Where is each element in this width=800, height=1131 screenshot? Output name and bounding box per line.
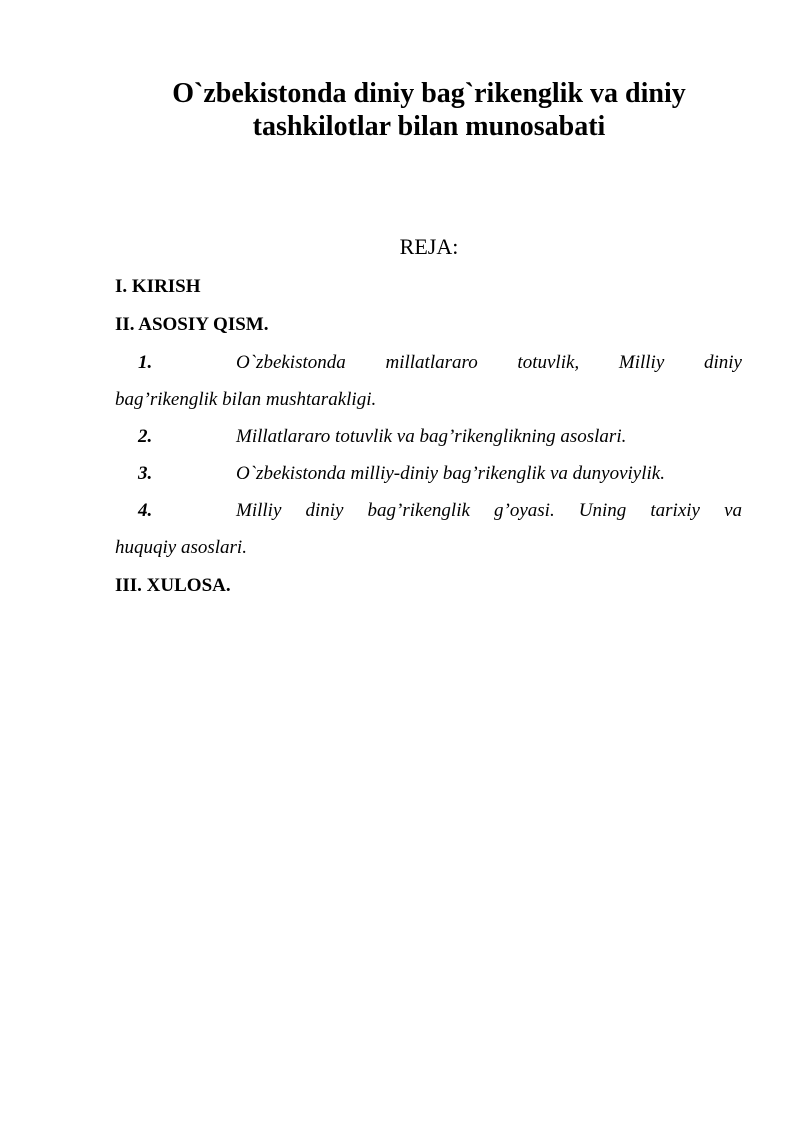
plan-item-1 <box>115 344 742 418</box>
plan-item-number: 1. <box>138 352 153 373</box>
plan-heading: REJA: <box>399 234 459 259</box>
section-introduction: I. KIRISH <box>115 276 201 297</box>
title-line-1: O`zbekistonda diniy bag`rikenglik va diniy <box>172 78 686 109</box>
plan-item-text-line-1: Milliy diniy bag’rikenglik g’oyasi. Uning tarixiy va <box>236 500 742 521</box>
section-conclusion: III. XULOSA. <box>115 575 231 596</box>
plan-item-text-line-1: O`zbekistonda milliy-diniy bag’rikenglik va dunyoviylik. <box>236 463 665 484</box>
plan-item-3 <box>115 455 742 492</box>
plan-item-2 <box>115 418 742 455</box>
plan-item-text-line-2: bag’rikenglik bilan mushtarakligi. <box>115 389 377 410</box>
plan-item-number: 2. <box>138 426 153 447</box>
document-title <box>100 77 758 143</box>
plan-item-4 <box>115 492 742 566</box>
title-line-2: tashkilotlar bilan munosabati <box>252 111 606 142</box>
plan-item-number: 3. <box>138 463 153 484</box>
plan-item-text-line-1: O`zbekistonda millatlararo totuvlik, Milliy diniy <box>236 352 742 373</box>
section-main-part: II. ASOSIY QISM. <box>115 314 269 335</box>
plan-item-text-line-2: huquqiy asoslari. <box>115 537 247 558</box>
plan-item-text-line-1: Millatlararo totuvlik va bag’rikenglikning asoslari. <box>236 426 627 447</box>
plan-item-number: 4. <box>138 500 153 521</box>
